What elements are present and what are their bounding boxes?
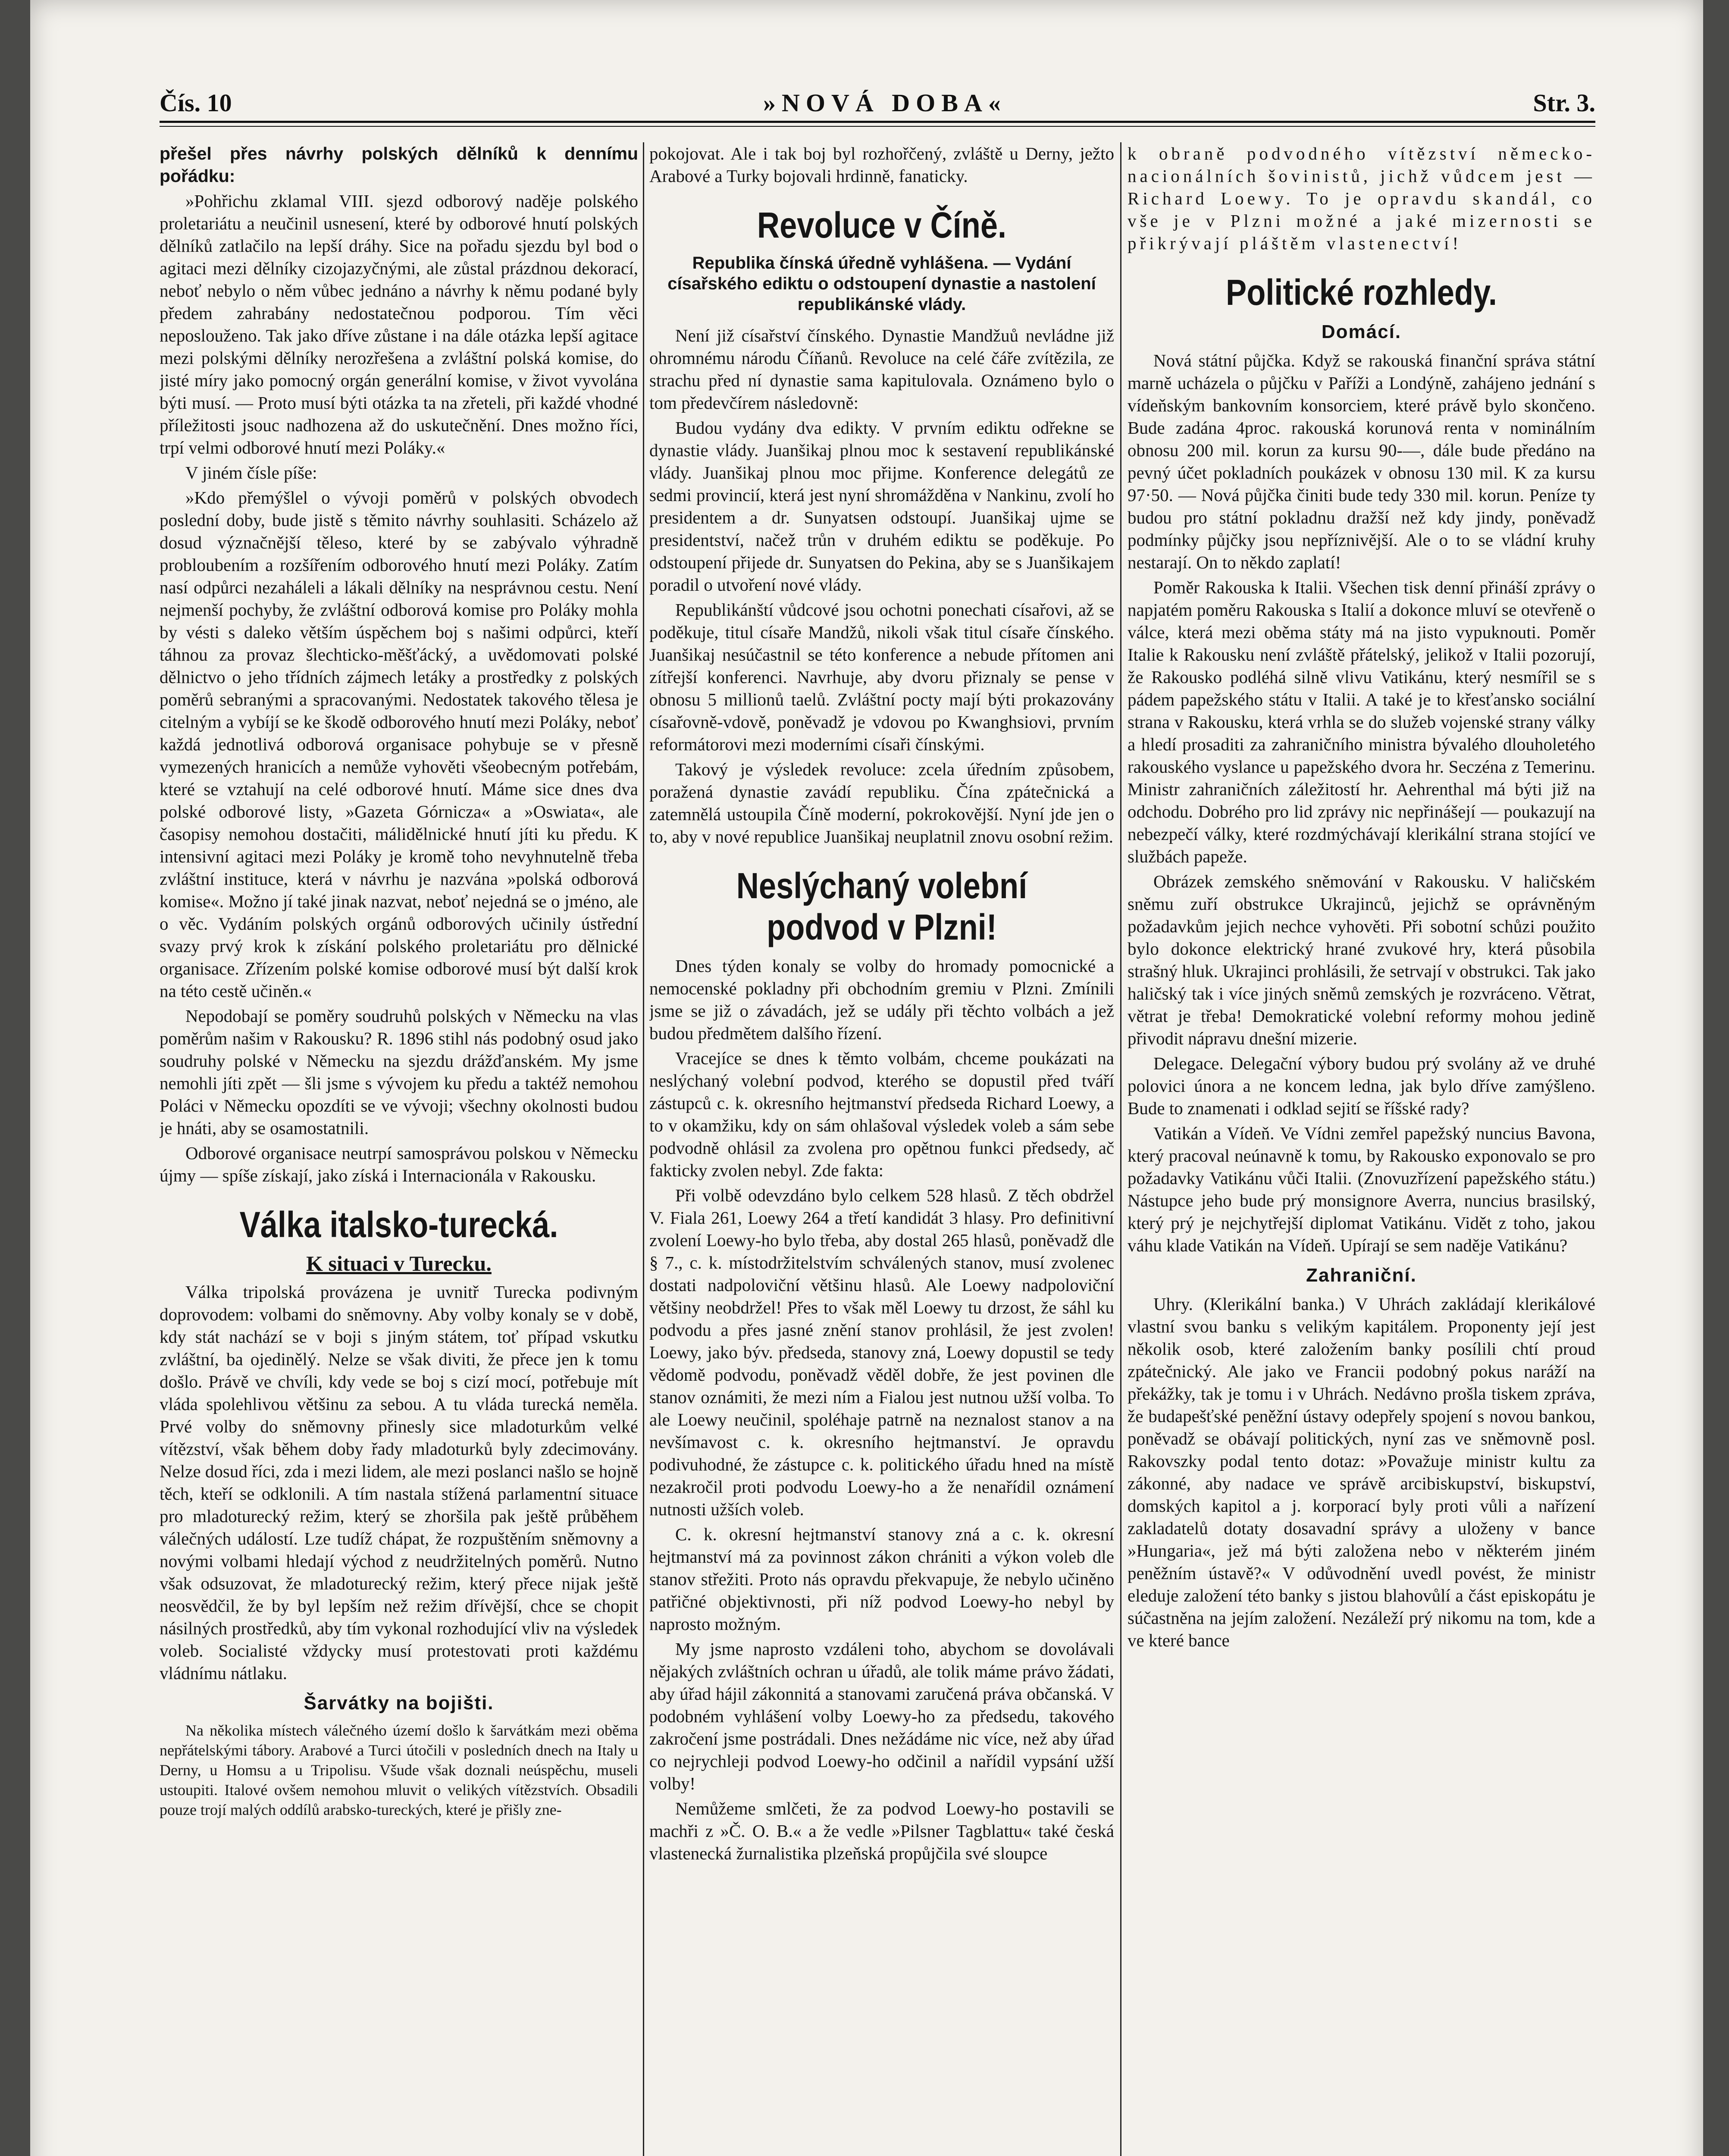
paragraph: My jsme naprosto vzdáleni toho, abychom se dovolávali nějakých zvláštních ochran u úřadů, ale tolik máme právo žádati, aby úřad hájil zákonnitá a stanovami zaručená práva občanská. V podobném vyhlášení volby Loewy-ho za předsedu, takového zakročení jsme postrádali. Dnes nežádáme nic více, než aby úřad co nejrychleji podvod Loewy-ho odčinil a nařídil vypsání užší volby! (649, 1639, 1114, 1793)
paragraph: V jiném čísle píše: (185, 463, 317, 483)
newspaper-page (30, 0, 1703, 2156)
headline-china-revolution: Revoluce v Číně. (757, 205, 1007, 245)
paragraph: Nepodobají se poměry soudruhů polských v Německu na vlas poměrům našim v Rakousku? R. 1896 stihl nás podobný osud jako soudruhy polské v Německu na sjezdu drážďanském. My jsme nemohli jíti zpět — šli jsme s vývojem ku předu a taktéž nemohou Poláci v Německu opozdíti se ve vývoji; všechny okolnosti budou je hnáti, aby se osamostatnili. (160, 1006, 638, 1138)
paragraph: Obrázek zemského sněmování v Rakousku. V haličském sněmu zuří obstrukce Ukrajinců, jejichž se oprávněným požadavkům jejich nechce vyhověti. Při sobotní schůzi použito bylo dokonce elektrický hrané zvukové hry, která působila strašný hluk. Ukrajinci prohlásili, že setrvají v obstrukci. Tak jako haličský tak i více jiných sněmů zemských je rozvráceno. Větrat, větrat je třeba! Demokratické volební reformy mohou jedině přivodit nápravu dnešní mizerie. (1128, 871, 1595, 1048)
paragraph: Budou vydány dva edikty. V prvním ediktu odřekne se dynastie vlády. Juanšikaj plnou moc k sestavení republikánské vlády. Juanšikaj plnou moc přijme. Konference delegátů ze sedmi provincií, která jest nyní shromážděna v Nankinu, zvolí ho presidentem a dr. Sunyatsen odstoupí. Juanšikaj ujme se presidentství, načež trůn v druhém ediktu se poděkuje. Po odstoupení přijede dr. Sunyatsen do Pekina, aby se s Juanšikajem poradil o utvoření nové vlády. (649, 418, 1114, 595)
header-rule-thin (160, 126, 1595, 127)
paragraph: Poměr Rakouska k Italii. Všechen tisk denní přináší zprávy o napjatém poměru Rakouska s Italií a dokonce mluví se otevřeně o válce, která mezi oběma státy má na jisto vypuknouti. Poměr Italie k Rakousku není zvláště přátelský, jelikož v Italii pozorují, že Rakousko podléhá silně vlivu Vatikánu, který nesmířil se s pádem papežského státu v Italii. A také je to křesťansko sociální strana v Rakousku, která vrhla se do služeb vojenské strany války a hledí prosaditi za zahraničního ministra bývalého dlouholetého rakouského vyslance u papežského dvora hr. Seczéna z Temerinu. Ministr zahraničních záležitostí hr. Aehrenthal má býti již na odchodu. Dobrého pro lid zprávy nic nepřinášejí — poukazují na nebezpečí války, které rozdmýchávají klerikální strana stojící ve službách papeže. (1128, 577, 1595, 866)
paragraph: Takový je výsledek revoluce: zcela úředním způsobem, poražená dynastie zavádí republiku. Čína zpátečnická a zatemnělá ustoupila Číně moderní, pokrokovější. Nyní jde jen o to, aby v nové republice Juanšikaj neuplatnil znovu osobní režim. (649, 759, 1114, 846)
paragraph: C. k. okresní hejtmanství stanovy zná a c. k. okresní hejtmanství má za povinnost zákon chrániti a výkon voleb dle stanov střežiti. Proto nás opravdu překvapuje, že nebylo učiněno patřičné objektivnosti, při níž podvod Loewy-ho nebyl by naprosto možným. (649, 1524, 1114, 1634)
paragraph: Na několika místech válečného území došlo k šarvátkám mezi oběma nepřátelskými tábory. Arabové a Turci útočili v posledních dnech na Italy u Derny, u Homsu a u Tripolisu. Všude však doznali neúspěchu, museli ustoupiti. Italové ovšem nemohou mluvit o velikých vítězstvích. Obsadili pouze trojí malých oddílů arabsko-tureckých, které je přišly zne- (160, 1722, 638, 1818)
quote-paragraph: »Kdo přemýšlel o vývoji poměrů v polských obvodech poslední doby, bude jistě s těmito návrhy souhlasiti. Scházelo až dosud význačnější těleso, které by se zabývalo výhradně probloubením a rozšířením odborového hnutí mezi Poláky. Zatím nasí odpůrci nezaháleli a lákali dělníky na nesprávnou cestu. Není nejmenší pochyby, že zvláštní odborová komise pro Poláky mohla by vésti s daleko větším úspěchem boj s našimi odpůrci, kteří táhnou za provaz šlechticko-měšťácký, a uvědomovati polské dělnictvo o jeho třídních zájmech letáky a prostředky z polských poměrů sebranými a spracovanými. Nedostatek takového tělesa je citelným a vybíjí se ke škodě odborového hnutí mezi Poláky, neboť každá jednotlivá odborová organisace pohybuje se v přesně vymezených hranicích a nemůže vyhověti všeobecným potřebám, které se vztahují na celé odborové hnutí. Máme sice dnes dva polské odborové listy, »Gazeta Górnicza« a »Oswiata«, ale časopisy nemohou dostačiti, málidělnické hnutí jíti ku předu. K intensivní agitaci mezi Poláky je kromě toho nevyhnutelně třeba zvláštní instituce, která v návrhu je nazvána »polská odborová komise«. Možno jí také jinak nazvat, neboť nejedná se o jméno, ale o věc. Vydáním polských orgánů odborových učinily ústřední svazy prvý krok k získání polského proletariátu pro dělnické organisace. Zřízením polské komise odborové musí být další krok na této cestě učiněn.« (160, 488, 638, 1001)
masthead-title: »NOVÁ DOBA« (763, 89, 1007, 117)
paragraph: pokojovat. Ale i tak boj byl rozhořčený, zvláště u Derny, ježto Arabové a Turky bojovali hrdinně, fanaticky. (649, 144, 1114, 186)
quote-paragraph: »Pohřichu zklamal VIII. sjezd odborový naděje polského proletariátu a neučinil usnesení, které by odborové hnutí polských dělníků zatlačilo na lepší dráhy. Sice na pořadu sjezdu byl bod o agitaci mezi dělníky cizojazyčnými, ale zůstal prázdnou dekorací, neboť nebylo o něm vůbec jednáno a návrhy k němu podané byly předem zahrabány nedostatečnou podporou. Tím věci neposlouženo. Tak jako dříve zůstane i na dále otázka lepší agitace mezi polskými dělníky nerozřešena a zvláštní polská komise, do jisté míry jako pomocný orgán generální komise, v život vyvolána býti musí. — Proto musí býti otázka ta na zřeteli, při každé vhodné příležitosti jsouc nadhozena až do uskutečnění. Dnes možno říci, trpí velmi odborové hnutí mezi Poláky.« (160, 191, 638, 458)
paragraph: Při volbě odevzdáno bylo celkem 528 hlasů. Z těch obdržel V. Fiala 261, Loewy 264 a třetí kandidát 3 hlasy. Pro definitivní zvolení Loewy-ho bylo třeba, aby dostal 265 hlasů, poněvadž dle § 7., c. k. místodržitelstvím schválených stanov, musí zvolenec dostati nadpoloviční většinu hlasů. Ale Loewy nadpoloviční většiny neobdržel! Přes to však měl Loewy tu drzost, že sáhl ku podvodu a přes jasné znění stanov prohlásil, že jest zvolen! Loewy, jako býv. předseda, stanovy zná, Loewy dopustil se tedy vědomě podvodu, poněvadž věděl dobře, že jest povinen dle stanov oznámiti, že mezi ním a Fialou jest nutnou užší volba. To ale Loewy neučinil, spoléhaje patrně na neznalost stanov a na nevšímavost c. k. okresního hejtmanství. Je opravdu podivuhodné, že zástupce c. k. politického úřadu hned na místě nezakročil proti podvodu Loewy-ho a že nenařídil oznámení nutnosti užších voleb. (649, 1185, 1114, 1519)
section-heading-skirmishes: Šarvátky na bojišti. (304, 1692, 494, 1714)
paragraph: přešel přes návrhy polských dělníků k dennímu pořádku: (160, 144, 638, 186)
section-heading-domestic: Domácí. (1321, 321, 1402, 342)
headline-political-overview: Politické rozhledy. (1226, 272, 1497, 313)
header-rule-thick (160, 121, 1595, 123)
paragraph: Odborové organisace neutrpí samosprávou polskou v Německu újmy — spíše získají, jako získá i Internacionála v Rakousku. (160, 1143, 638, 1185)
paragraph: Uhry. (Klerikální banka.) V Uhrách zakládají klerikálové vlastní svou banku s velikým kapitálem. Proponenty její jest několik osob, které založením banky posílili chtí proud zpátečnický. Ale jako ve Francii podobný pokus naráží na překážky, tak je tomu i v Uhrách. Nedávno prošla tiskem zpráva, že budapešťské peněžní ústavy odepřely spojení s novou bankou, poněvadž se obávají politických, nyní zas ve sněmovně posl. Rakovszky podal tento dotaz: »Považuje ministr kultu za zákonné, aby nadace ve správě arcibiskupství, biskupství, domských kapitol a j. korporací byly proti vůli a nařízení zakladatelů dotaty dosavadní správy a uloženy v bance »Hungaria«, jež má býti založena nebo v některém jiném peněžním ústavě?« V odůvodnění uvedl povést, že ministr eleduje založení této banky s jistou blahovůlí a část episkopátu je súčastněna na jejím založení. Nezáleží prý nikomu na tom, kde a ve které bance (1128, 1294, 1595, 1650)
column-3 (1128, 142, 1595, 2156)
subheadline-china: Republika čínská úředně vyhlášena. — Vydání císařského ediktu o odstoupení dynastie a nastolení republikánské vlády. (667, 254, 1096, 314)
column-2 (649, 142, 1114, 2156)
paragraph: k obraně podvodného vítězství německo-nacionálních šovinistů, jichž vůdcem jest — Richard Loewy. To je opravdu skandál, co vše je v Plzni možné a jaké mizernosti se přikrývají pláštěm vlastenectví! (1128, 144, 1595, 253)
paragraph: Vracejíce se dnes k těmto volbám, chceme poukázati na neslýchaný volební podvod, kterého se dopustil před tváří zástupců c. k. okresního hejtmanství předseda Richard Loewy, a to v okamžiku, kdy on sám ohlašoval výsledek voleb a sám sebe podvodně ohlásil za zvolena pro opětnou funkci předsedy, ač fakticky zvolen nebyl. Zde fakta: (649, 1048, 1114, 1180)
headline-election-fraud: Neslýchaný volební podvod v Plzni! (736, 865, 1027, 947)
paragraph: Není již císařství čínského. Dynastie Mandžuů nevládne již ohromnému národu Číňanů. Revoluce na celé čáře zvítězila, ze strachu před ní dynastie sama kapitulovala. Oznámeno bylo o tom předevčírem následovně: (649, 326, 1114, 413)
paragraph: Nová státní půjčka. Když se rakouská finanční správa státní marně ucházela o půjčku v Paříži a Londýně, zahájeno jednání s vídeňským bankovním konsorciem, které právě bylo skončeno. Bude zadána 4proc. rakouská korunová renta v nominálním obnosu 200 mil. korun za kursu 90-—, dále bude předáno na pevný účet pokladních poukázek v obnosu 130 mil. K za kursu 97·50. — Nová půjčka činiti bude tedy 330 mil. korun. Peníze ty budou pro státní pokladnu dražší než kdy jindy, poněvadž podmínky půjčky jsou nepříznivější. Ale o to se vládní kruhy nestarají. On to někdo zaplatí! (1128, 351, 1595, 572)
column-divider-1 (643, 142, 644, 2156)
issue-number: Čís. 10 (160, 89, 232, 117)
page-number: Str. 3. (1533, 89, 1595, 117)
column-divider-2 (1120, 142, 1121, 2156)
subheading-turkey: K situaci v Turecku. (306, 1251, 492, 1275)
column-1 (160, 142, 638, 2156)
paragraph: Vatikán a Vídeň. Ve Vídni zemřel papežský nuncius Bavona, který pracoval neúnavně k tomu, by Rakousko exponovalo se pro požadavky Vatikánu vůči Italii. (Znovuzřízení papežského státu.) Nástupce jeho bude prý monsignore Averra, nuncius brasilský, který prý je nejchytřejší diplomat Vatikánu. Vidět z toho, jakou váhu klade Vatikán na Vídeň. Upírají se sem naděje Vatikánu? (1128, 1123, 1595, 1255)
paragraph: Delegace. Delegační výbory budou prý svolány až ve druhé polovici února a ne koncem ledna, jak bylo dříve zamýšleno. Bude to znamenati i odklad sejití se říšské rady? (1128, 1053, 1595, 1118)
headline-italo-turkish-war: Válka italsko-turecká. (239, 1204, 558, 1245)
paragraph: Válka tripolská provázena je uvnitř Turecka podivným doprovodem: volbami do sněmovny. Aby volby konaly se v době, kdy stát nachází se v boji s jiným státem, toť případ vskutku zvláštní, ba ojedinělý. Nelze se však diviti, že přece jen k tomu došlo. Právě ve chvíli, kdy vede se boj s cizí mocí, potřebuje mít vláda spolehlivou většinu za sebou. A tu vláda turecká neměla. Prvé volby do sněmovny přinesly sice mladoturkům velké vítězství, však během doby řady mladoturků byly zdecimovány. Nelze dosud říci, zda i mezi lidem, ale mezi poslanci našlo se hojně těch, kteří se odklonili. A tím nastala stížená parlamentní situace pro mladoturecký režim, který se zhoršila pak ještě průběhem válečných událostí. Lze tudíž chápat, že rozpuštěním sněmovny a novými volbami hledají východ z neudržitelných poměrů. Nutno však odsuzovat, že mladoturecký režim, který přece nijak ještě neosvědčil, že by byl lepším než režim dřívější, chce se chopit násilných prostředků, aby tím vykonal rozhodující vliv na výsledek voleb. Socialisté vždycky musí protestovati proti každému vládnímu nátlaku. (160, 1282, 638, 1683)
paragraph: Republikánští vůdcové jsou ochotni ponechati císařovi, až se poděkuje, titul císaře Mandžů, nikoli však titul císaře čínského. Juanšikaj nesúčastnil se této konference a nebude přítomen ani zítřejší konferenci. Navrhuje, aby dvoru přiznaly se pense v obnosu 5 millionů taelů. Zvláštní pocty mají býti prokazovány císařovně-vdově, poněvadž je vdovou po Kwanghsiovi, prvním reformátorovi mezi moderními císaři čínskými. (649, 600, 1114, 754)
section-heading-abroad: Zahraniční. (1306, 1265, 1417, 1286)
paragraph: Nemůžeme smlčeti, že za podvod Loewy-ho postavili se machři z »Č. O. B.« a že vedle »Pilsner Tagblattu« také česká vlastenecká žurnalistika plzeňská propůjčila své sloupce (649, 1799, 1114, 1863)
paragraph: Dnes týden konaly se volby do hromady pomocnické a nemocenské pokladny při obchodním gremiu v Plzni. Zmínili jsme se již o závadách, jež se udály při těchto volbách a jež budou předmětem dalšího řízení. (649, 956, 1114, 1043)
page-header (160, 88, 1595, 119)
